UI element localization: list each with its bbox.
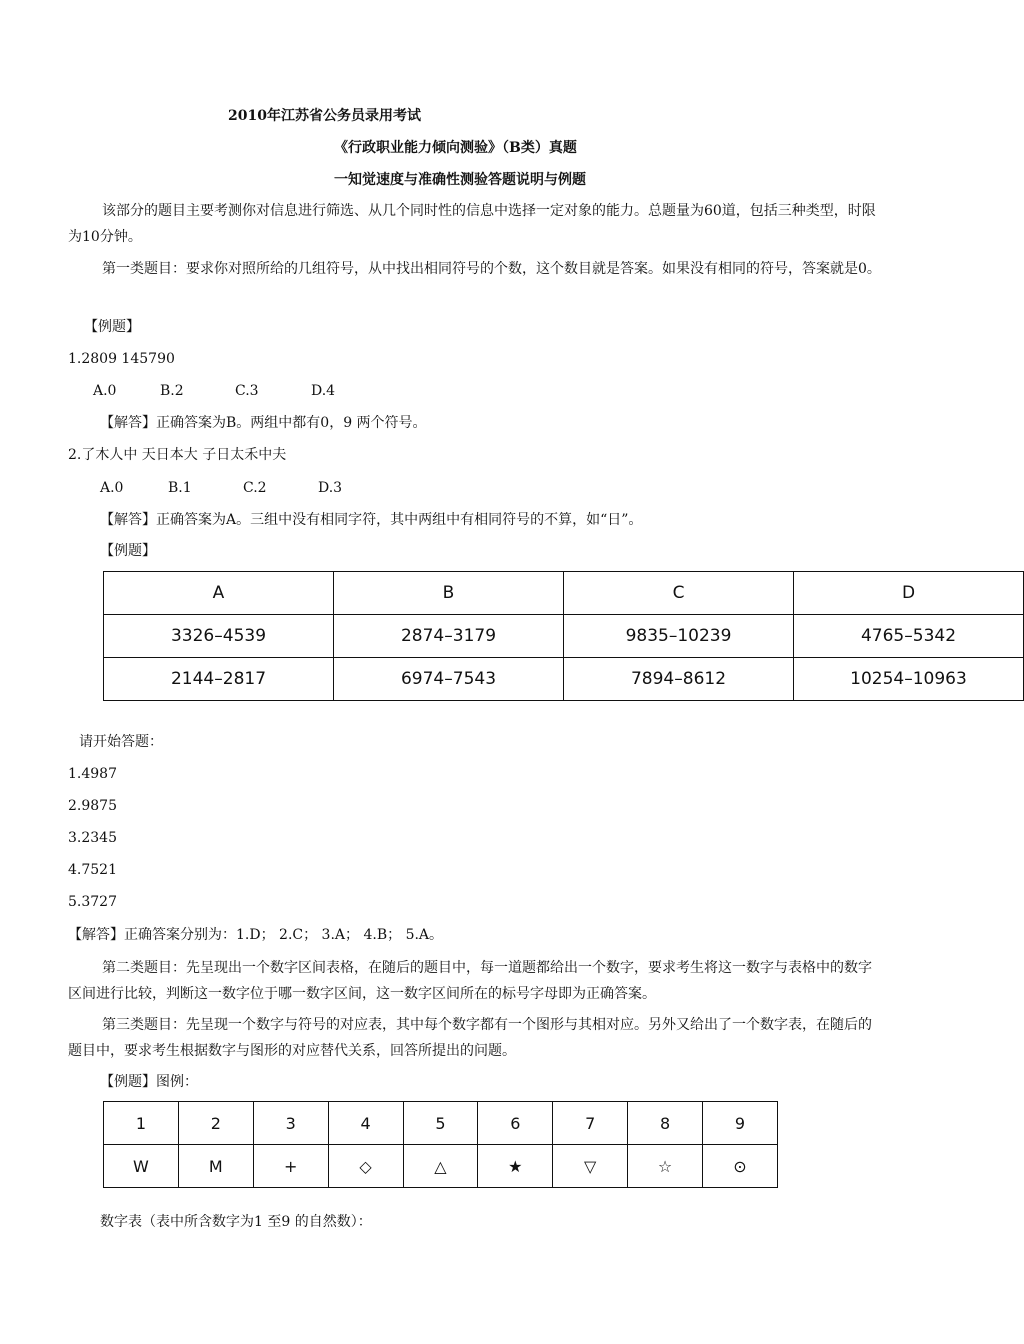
range-table-header-row [104,572,1024,615]
table-row [104,1145,778,1188]
practice-answer: 【解答】正确答案分别为：1.D； 2.C； 3.A； 4.B； 5.A。 [68,927,444,943]
symbol-number: 8 [628,1102,703,1145]
q1-answer: 【解答】正确答案为B。两组中都有0，9 两个符号。 [100,415,427,431]
filled-star-icon: ★ [478,1145,553,1188]
circled-dot-icon: ⊙ [703,1145,778,1188]
start-label: 请开始答题： [79,734,163,750]
range-cell: 4765–5342 [794,615,1024,658]
range-cell: 2144–2817 [104,658,334,701]
symbol-number: 3 [253,1102,328,1145]
example-label-2: 【例题】 [100,543,156,559]
diamond-icon: ◇ [328,1145,403,1188]
symbol-number: 6 [478,1102,553,1145]
symbol-table [103,1101,778,1188]
practice-item: 5.3727 [68,894,117,910]
q2-option-c: C.2 [243,480,267,496]
table-row [104,615,1024,658]
range-cell: 10254–10963 [794,658,1024,701]
q1-stem: 1.2809 145790 [68,351,175,367]
q2-answer: 【解答】正确答案为A。三组中没有相同字符，其中两组中有相同符号的不算，如“日”。 [100,512,643,528]
q2-stem: 2.了木人中 天日本大 子日太禾中夫 [68,447,287,463]
practice-item: 1.4987 [68,766,117,782]
q2-option-d: D.3 [318,480,343,496]
m-symbol-icon: M [178,1145,253,1188]
q2-option-b: B.1 [168,480,192,496]
symbol-number: 2 [178,1102,253,1145]
q1-option-a: A.0 [93,383,117,399]
practice-item: 4.7521 [68,862,117,878]
range-header-c: C [564,572,794,615]
plus-icon: + [253,1145,328,1188]
example-label: 【例题】 [84,319,140,335]
number-table-label: 数字表（表中所含数字为1 至9 的自然数）： [100,1214,372,1230]
outline-star-icon: ☆ [628,1145,703,1188]
symbol-number: 7 [553,1102,628,1145]
symbol-number: 9 [703,1102,778,1145]
range-header-b: B [334,572,564,615]
range-cell: 6974–7543 [334,658,564,701]
type3-paragraph: 第三类题目：先呈现一个数字与符号的对应表，其中每个数字都有一个图形与其相对应。另外又给出了一个数字表，在随后的题目中，要求考生根据数字与图形的对应替代关系，回答所提出的问题。 [68,1017,872,1059]
range-cell: 9835–10239 [564,615,794,658]
title-line-3: 一知觉速度与准确性测验答题说明与例题 [334,172,586,188]
type2-paragraph: 第二类题目：先呈现出一个数字区间表格，在随后的题目中，每一道题都给出一个数字，要求考生将这一数字与表格中的数字区间进行比较，判断这一数字位于哪一数字区间，这一数字区间所在的标号字母即为正确答案。 [68,960,872,1002]
practice-item: 2.9875 [68,798,117,814]
triangle-up-icon: △ [403,1145,478,1188]
range-cell: 3326–4539 [104,615,334,658]
legend-label: 【例题】图例： [100,1074,198,1090]
range-table [103,571,1024,701]
q2-option-a: A.0 [100,480,124,496]
range-header-a: A [104,572,334,615]
practice-item: 3.2345 [68,830,117,846]
triangle-down-icon: ▽ [553,1145,628,1188]
q1-option-b: B.2 [160,383,184,399]
title-line-2: 《行政职业能力倾向测验》（B类）真题 [334,140,577,156]
intro-paragraph: 该部分的题目主要考测你对信息进行筛选、从几个同时性的信息中选择一定对象的能力。总题量为60道，包括三种类型，时限为10分钟。 [68,203,876,245]
symbol-number: 1 [104,1102,179,1145]
q1-option-c: C.3 [235,383,259,399]
range-header-d: D [794,572,1024,615]
type1-paragraph: 第一类题目：要求你对照所给的几组符号，从中找出相同符号的个数，这个数目就是答案。如果没有相同的符号，答案就是0。 [102,261,881,277]
title-line-1: 2010年江苏省公务员录用考试 [228,108,421,124]
q1-option-d: D.4 [311,383,336,399]
range-cell: 2874–3179 [334,615,564,658]
symbol-number: 4 [328,1102,403,1145]
w-symbol-icon: W [104,1145,179,1188]
table-row [104,658,1024,701]
symbol-number: 5 [403,1102,478,1145]
range-cell: 7894–8612 [564,658,794,701]
table-row [104,1102,778,1145]
